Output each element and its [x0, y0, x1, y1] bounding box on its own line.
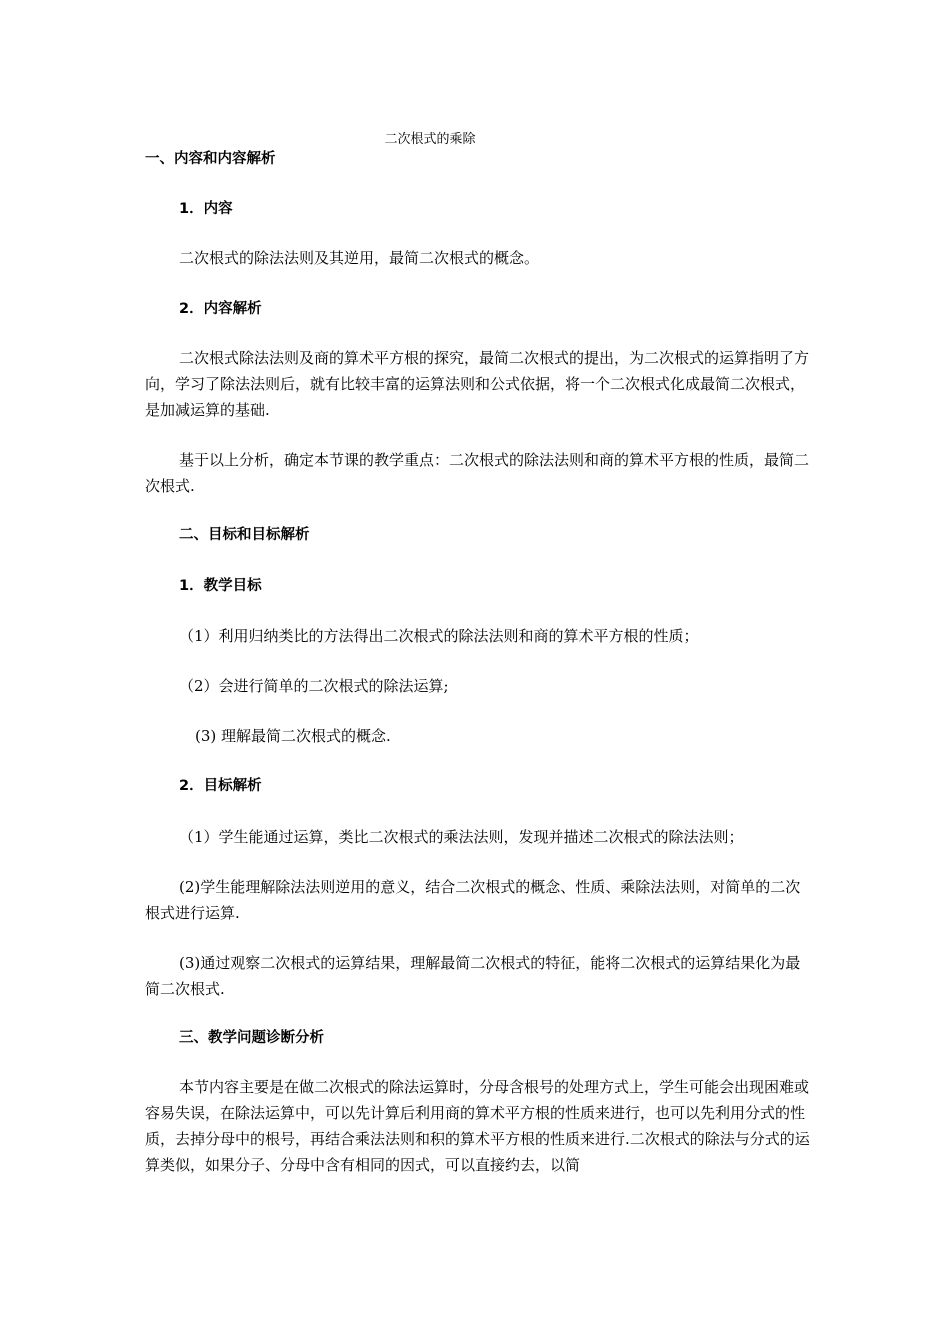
- section-1-1-heading: 1．内容: [179, 201, 233, 217]
- section-2-2-heading: 2．目标解析: [179, 778, 262, 794]
- goal-item-2: （2）会进行简单的二次根式的除法运算;: [179, 677, 449, 695]
- goal-item-3: (3) 理解最简二次根式的概念.: [195, 727, 391, 745]
- section-1-2-heading: 2．内容解析: [179, 301, 262, 317]
- analysis-item-1: （1）学生能通过运算，类比二次根式的乘法法则，发现并描述二次根式的除法法则；: [179, 828, 744, 846]
- analysis-item-2: (2)学生能理解除法法则逆用的意义，结合二次根式的概念、性质、乘除法法则，对简单的二次根式进行运算.: [145, 878, 801, 922]
- section-1-2-paragraph-1: 二次根式除法法则及商的算术平方根的探究，最简二次根式的提出，为二次根式的运算指明了方向，学习了除法法则后，就有比较丰富的运算法则和公式依据，将一个二次根式化成最简二次根式，是加减运算的基础.: [145, 349, 810, 419]
- section-2-1-heading: 1．教学目标: [179, 578, 262, 594]
- analysis-item-3: (3)通过观察二次根式的运算结果，理解最简二次根式的特征，能将二次根式的运算结果化为最简二次根式.: [145, 954, 801, 998]
- section-1-1-text: 二次根式的除法法则及其逆用，最简二次根式的概念。: [179, 249, 540, 267]
- document-title: 二次根式的乘除: [384, 132, 476, 147]
- section-1-heading: 一、内容和内容解析: [145, 151, 276, 167]
- section-2-heading: 二、目标和目标解析: [179, 527, 310, 543]
- section-3-heading: 三、教学问题诊断分析: [179, 1030, 324, 1046]
- section-1-2-paragraph-2: 基于以上分析，确定本节课的教学重点：二次根式的除法法则和商的算术平方根的性质，最简二次根式.: [145, 451, 810, 495]
- section-3-paragraph-1: 本节内容主要是在做二次根式的除法运算时，分母含根号的处理方式上，学生可能会出现困难或容易失误，在除法运算中，可以先计算后利用商的算术平方根的性质来进行，也可以先利用分式的性质，去掉分母中的根号，再结合乘法法则和积的算术平方根的性质来进行.二次根式的除法与分式的运算类似，如果分子、分母中含有相同的因式，可以直接约去，以简: [145, 1078, 810, 1174]
- goal-item-1: （1）利用归纳类比的方法得出二次根式的除法法则和商的算术平方根的性质；: [179, 627, 699, 645]
